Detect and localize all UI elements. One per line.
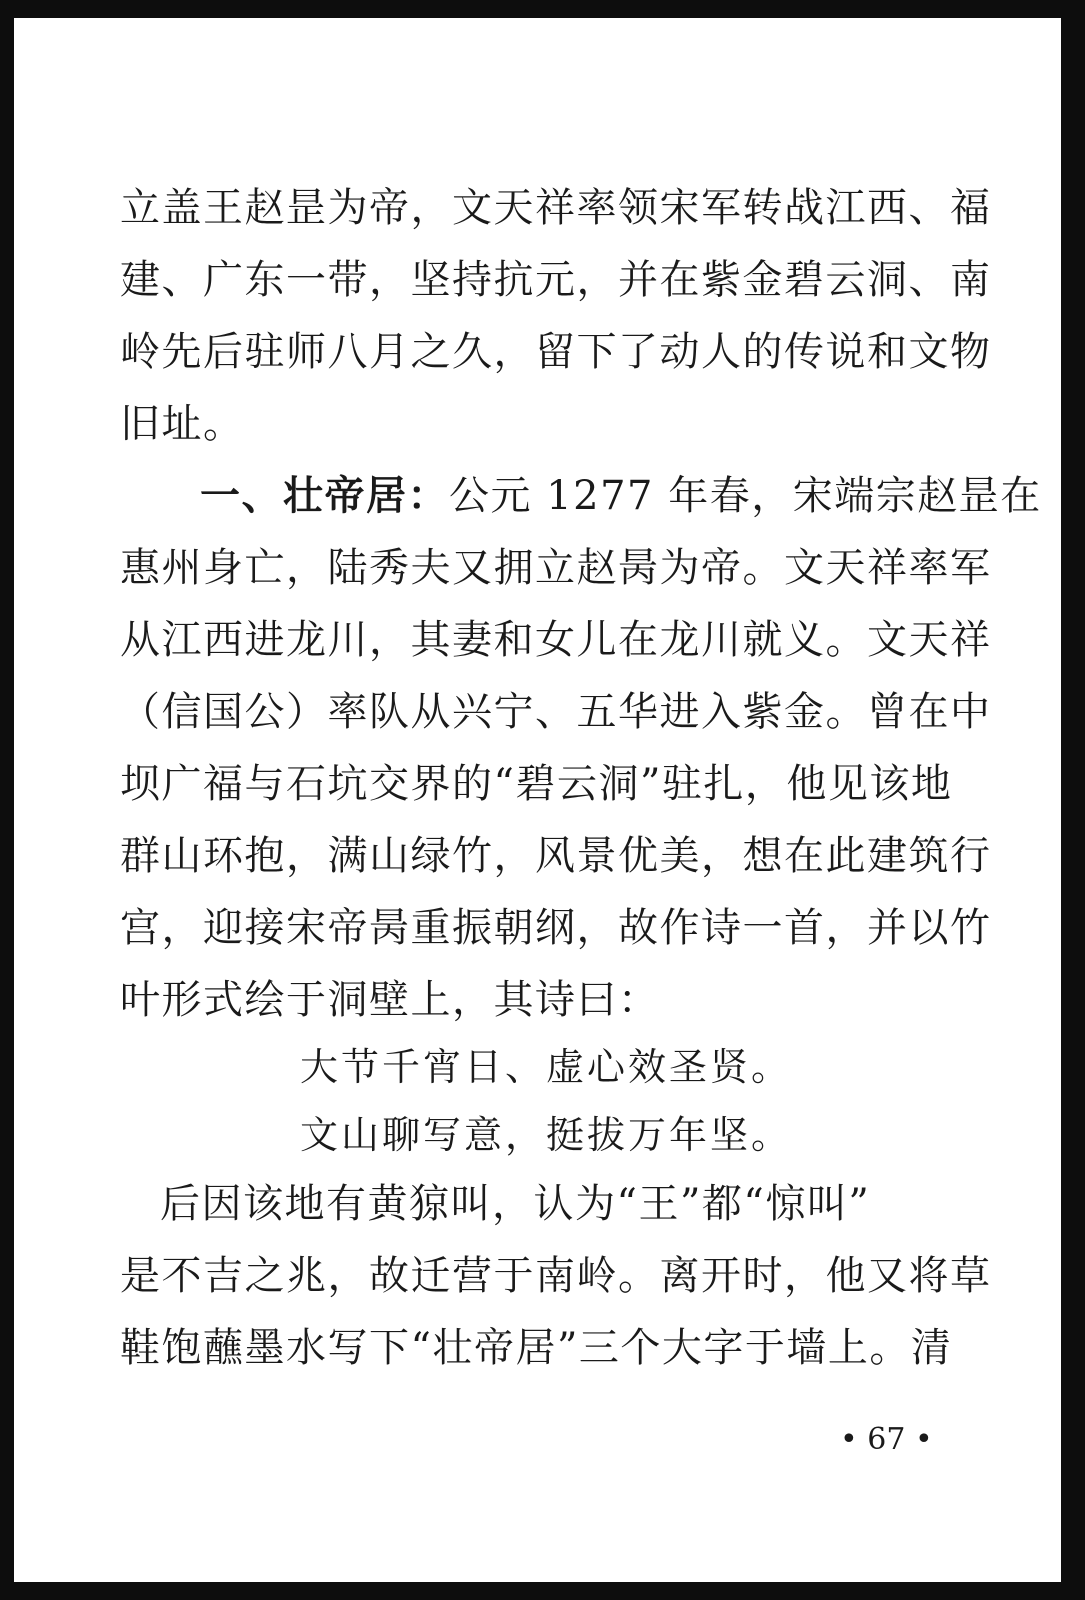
- paragraph-2-line-1: 后因该地有黄猄叫，认为“王”都“惊叫”: [160, 1181, 871, 1227]
- section-1-first-line: [200, 463, 1042, 529]
- section-1-line-7: 宫，迎接宋帝昺重振朝纲，故作诗一首，并以竹: [120, 905, 992, 951]
- section-1-line-5: 坝广福与石坑交界的“碧云洞”驻扎，他见该地: [120, 761, 953, 807]
- page-number: • 67 •: [840, 1422, 933, 1457]
- section-1-line-3: 从江西进龙川，其妻和女儿在龙川就义。文天祥: [120, 617, 992, 663]
- poem-line-2: 文山聊写意，挺拔万年坚。: [300, 1113, 793, 1157]
- paragraph-2-line-3: 鞋饱蘸墨水写下“壮帝居”三个大字于墙上。清: [120, 1325, 953, 1371]
- paragraph-1-line-1: 立盖王赵昰为帝，文天祥率领宋军转战江西、福: [120, 185, 992, 231]
- section-1-line-2: 惠州身亡，陆秀夫又拥立赵昺为帝。文天祥率军: [120, 545, 992, 591]
- section-heading: 一、壮帝居：: [200, 473, 449, 519]
- section-1-line-6: 群山环抱，满山绿竹，风景优美，想在此建筑行: [120, 833, 992, 879]
- section-1-first-line-text: 公元 1277 年春，宋端宗赵昰在: [449, 473, 1042, 519]
- scan-edge-bottom: [0, 1582, 1085, 1600]
- poem-line-1: 大节千宵日、虚心效圣贤。: [300, 1045, 793, 1089]
- paragraph-1-line-2: 建、广东一带，坚持抗元，并在紫金碧云洞、南: [120, 257, 992, 303]
- section-1-line-4: （信国公）率队从兴宁、五华进入紫金。曾在中: [120, 689, 992, 735]
- scan-edge-top: [0, 0, 1085, 18]
- paragraph-1-line-4: 旧址。: [120, 401, 245, 447]
- paragraph-2-line-2: 是不吉之兆，故迁营于南岭。离开时，他又将草: [120, 1253, 992, 1299]
- scan-edge-left: [0, 0, 14, 1600]
- scan-edge-right: [1061, 0, 1085, 1600]
- paragraph-1-line-3: 岭先后驻师八月之久，留下了动人的传说和文物: [120, 329, 992, 375]
- section-1-line-8: 叶形式绘于洞壁上，其诗曰：: [120, 977, 660, 1023]
